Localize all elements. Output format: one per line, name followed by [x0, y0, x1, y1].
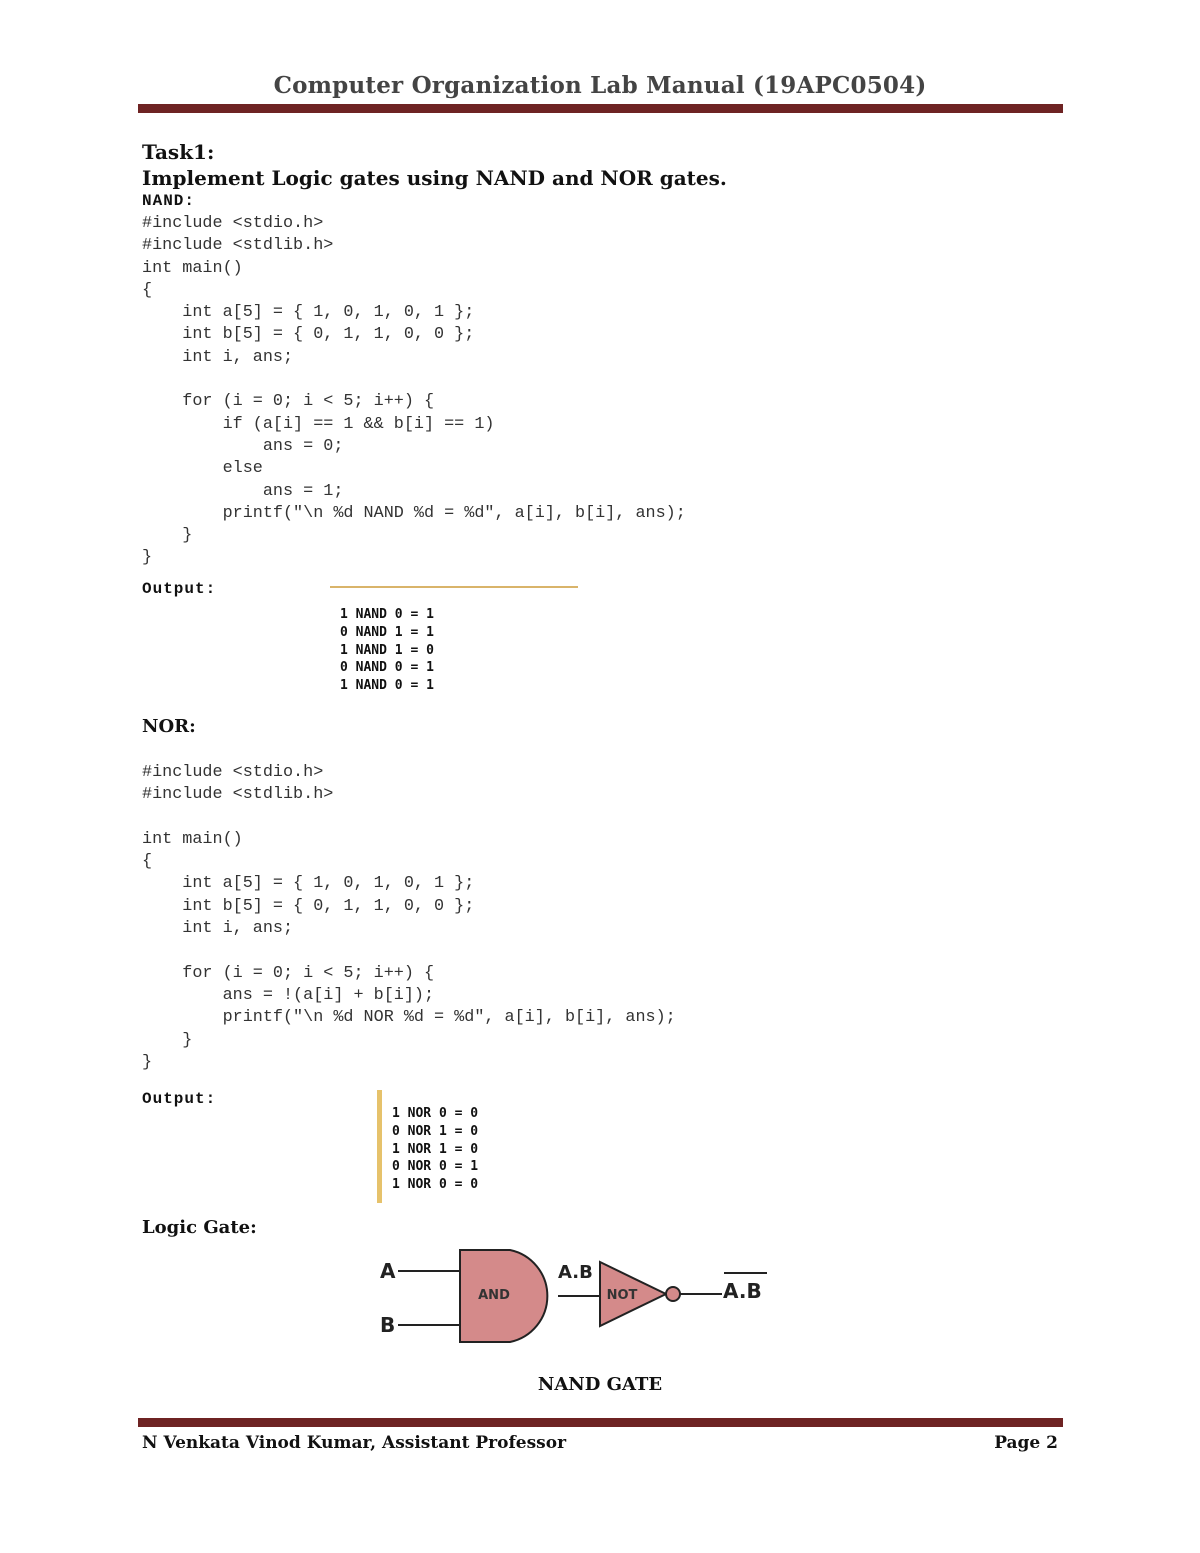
nor-code-block: #include <stdio.h> #include <stdlib.h> int main() { int a[5] = { 1, 0, 1, 0, 1 }; int b[5] = { 0, 1, 1, 0, 0 }; int i, ans; for (i = 0; i < 5; i++) { ans = !(a[i] + b[i]); printf("\n %d NOR %d = %d", a[i], b[i], ans); } } — [142, 763, 676, 1072]
not-gate-label: NOT — [606, 1288, 638, 1303]
nor-output-left-border — [377, 1090, 382, 1203]
output-label: A.B — [723, 1279, 762, 1303]
nand-gate-diagram — [370, 1240, 780, 1350]
header-rule — [138, 104, 1063, 113]
task-subtitle: Implement Logic gates using NAND and NOR gates. — [142, 166, 727, 190]
footer-rule — [138, 1418, 1063, 1427]
page-header-title: Computer Organization Lab Manual (19APC0504) — [273, 72, 927, 99]
footer-page-number: Page 2 — [994, 1433, 1058, 1453]
gate-caption: NAND GATE — [537, 1374, 663, 1395]
nand-code-block: #include <stdio.h> #include <stdlib.h> int main() { int a[5] = { 1, 0, 1, 0, 1 }; int b[5] = { 0, 1, 1, 0, 0 }; int i, ans; for (i = 0; i < 5; i++) { if (a[i] == 1 && b[i] == 1) ans = 0; else ans = 1; printf("\n %d NAND %d = %d", a[i], b[i], ans); } } — [142, 214, 686, 568]
task-title: Task1: — [142, 140, 215, 164]
nor-output-label: Output: — [142, 1090, 217, 1108]
nor-output-screenshot: 1 NOR 0 = 0 0 NOR 1 = 0 1 NOR 1 = 0 0 NOR 0 = 1 1 NOR 0 = 0 — [392, 1106, 479, 1193]
not-bubble — [666, 1287, 680, 1301]
input-b-label: B — [380, 1313, 396, 1337]
and-gate-label: AND — [478, 1288, 510, 1303]
nor-label: NOR: — [142, 716, 196, 737]
footer-author: N Venkata Vinod Kumar, Assistant Professor — [142, 1433, 567, 1453]
nand-output-label: Output: — [142, 580, 217, 598]
nand-output-top-border — [330, 586, 578, 588]
logic-gate-label: Logic Gate: — [142, 1217, 257, 1238]
mid-label: A.B — [558, 1262, 593, 1283]
input-a-label: A — [380, 1259, 396, 1283]
nand-output-screenshot: 1 NAND 0 = 1 0 NAND 1 = 1 1 NAND 1 = 0 0 NAND 0 = 1 1 NAND 0 = 1 — [340, 607, 434, 694]
nand-label: NAND: — [142, 192, 196, 210]
